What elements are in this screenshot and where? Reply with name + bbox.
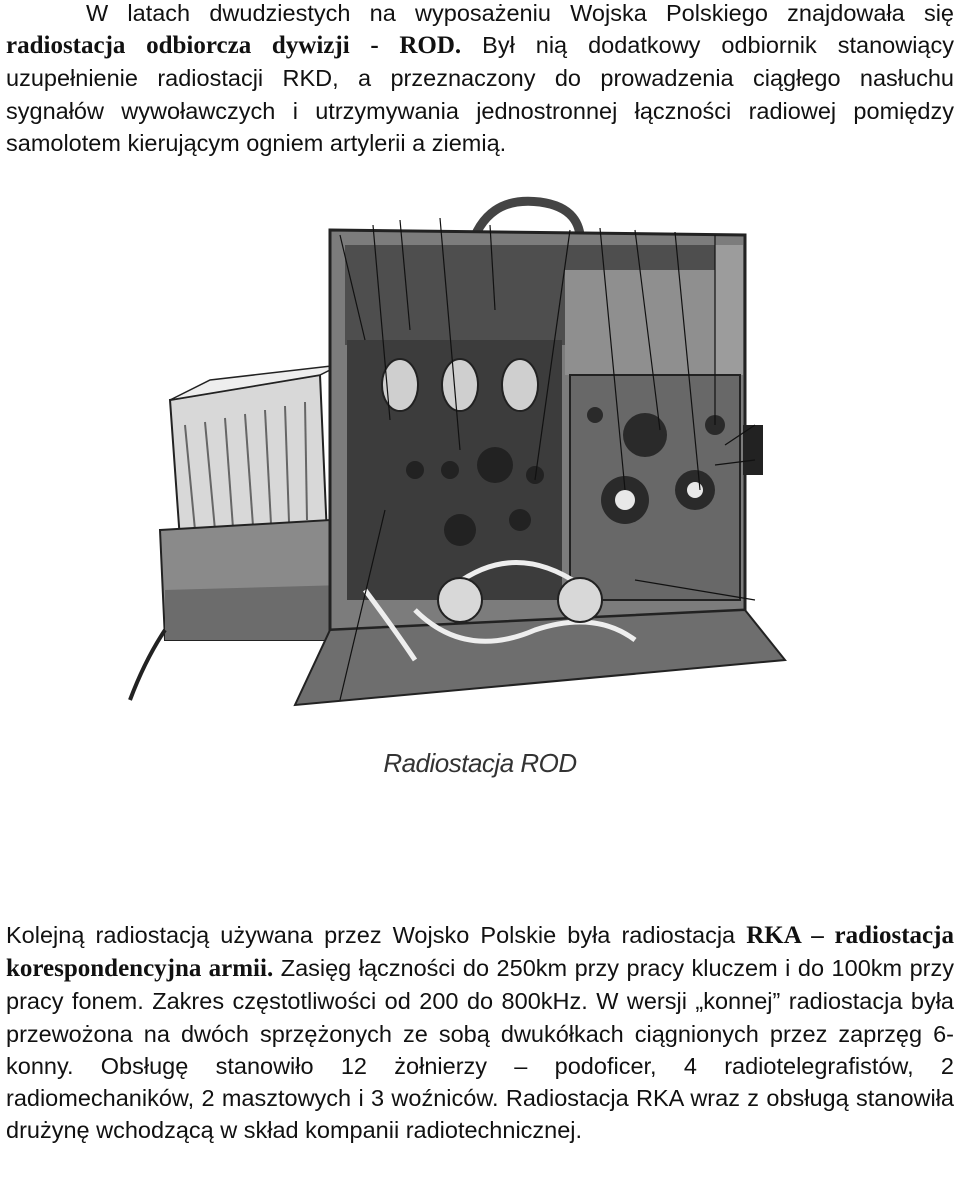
photo-caption: Radiostacja ROD	[383, 748, 577, 778]
paragraph-rod-intro: W latach dwudziestych na wyposażeniu Wojska Polskiego znajdowała się	[86, 0, 954, 26]
paragraph-rka	[6, 919, 954, 1146]
radio-station-photo	[115, 190, 795, 720]
paragraph-rod	[6, 0, 954, 159]
paragraph-rka-start: Kolejną radiostacją używana przez Wojsko Polskie była radiostacja	[6, 922, 747, 948]
paragraph-rod-rest: Był nią dodatkowy odbiornik stanowiący uzupełnienie radiostacji RKD, a przeznaczony do prowadzenia ciągłego nasłuchu sygnałów wywoławczych i utrzymywania jednostronnej łączności radiowej pomiędzy samolotem kierującym ogniem artylerii a ziemią.	[6, 32, 954, 156]
paragraph-rka-bold: RKA – radiostacja korespondencyjna armii.	[6, 922, 954, 983]
paragraph-rka-rest: Zasięg łączności do 250km przy pracy kluczem i do 100km przy pracy fonem. Zakres częstotliwości od 200 do 800kHz. W wersji „konnej” radiostacja była przewożona na dwóch sprzężonych ze sobą dwukółkach ciągnionych przez zaprzęg 6-konny. Obsługę stanowiło 12 żołnierzy – podoficer, 4 radiotelegrafistów, 2 radiomechaników, 2 masztowych i 3 woźniców. Radiostacja RKA wraz z obsługą stanowiła drużynę wchodzącą w skład kompanii radiotechnicznej.	[6, 955, 954, 1144]
paragraph-rod-bold: radiostacja odbiorcza dywizji - ROD.	[6, 32, 462, 60]
